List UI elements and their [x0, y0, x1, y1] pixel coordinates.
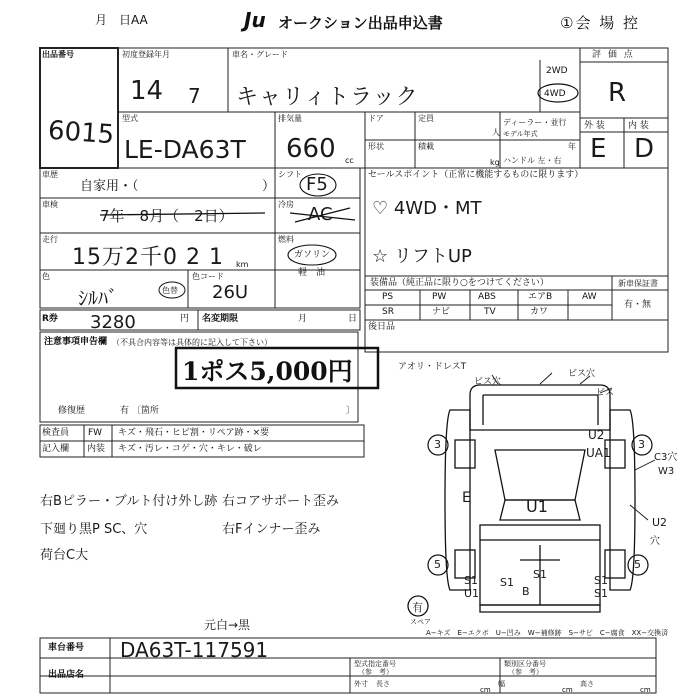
sales-points-label: セールスポイント（正常に機能するものに限ります）: [368, 170, 584, 180]
diag-u1-center: U1: [526, 497, 548, 516]
diag-e: E: [462, 490, 471, 506]
remark-right-1: 右コアサポート歪み: [222, 494, 340, 509]
equip-navi: ナビ: [432, 307, 451, 317]
name-expiry-day: 日: [348, 314, 358, 324]
history-value: 自家用・（: [80, 179, 139, 194]
diag-spare-label: スペア: [410, 618, 431, 626]
form-no-ref: （参 考）: [358, 668, 393, 676]
class-no-label: 類別区分番号: [504, 660, 546, 668]
diag-ua1: UA1: [586, 446, 611, 460]
cooler-value: AC: [308, 204, 333, 225]
capacity-label: 定員: [418, 114, 434, 123]
equip-aw: AW: [582, 292, 597, 302]
repair-value: 有 〔箇所: [120, 406, 159, 416]
displacement-unit: cc: [345, 156, 354, 165]
diag-w3: W3: [658, 466, 675, 477]
month-day-label: 月 日AA: [95, 13, 148, 27]
color-label: 色: [42, 272, 50, 281]
door-label: ドア: [368, 114, 384, 123]
equip-sr: SR: [382, 307, 394, 317]
displacement-label: 排気量: [278, 114, 302, 123]
first-reg-year: 14: [130, 76, 164, 106]
4wd-option: 4WD: [544, 89, 566, 99]
seller-label: 出品店名: [48, 670, 85, 680]
shift-value: F5: [306, 174, 328, 195]
model-year-unit: 年: [568, 142, 576, 151]
equip-airbag: エアB: [528, 292, 553, 302]
remark-3: 荷台C大: [40, 548, 89, 563]
warranty-label: 新車保証書: [618, 279, 658, 288]
displacement-value: 660: [286, 134, 336, 164]
price-stamp: 1ポス5,000円: [182, 357, 353, 386]
dims-width: 幅: [498, 680, 505, 688]
warranty-value: 有・無: [624, 300, 652, 310]
color-change-label: 色替: [162, 286, 178, 295]
recycle-value: 3280: [90, 312, 136, 333]
inspection-label: 車検: [42, 200, 58, 209]
color-code-label: 色コード: [192, 272, 224, 281]
color-code-value: 26U: [212, 282, 249, 303]
rating-label: 評 価 点: [592, 50, 635, 60]
shape-label: 形状: [368, 142, 384, 151]
car-name-value: キャリィトラック: [236, 85, 419, 110]
notes-label: 注意事項申告欄: [44, 337, 108, 347]
diag-ana: 穴: [650, 536, 660, 547]
form-title: オークション出品申込書: [278, 14, 443, 32]
repair-close: 〕: [346, 406, 356, 416]
chassis-label: 車台番号: [48, 643, 85, 653]
dims-label: 外寸: [354, 680, 368, 688]
diag-b: B: [522, 585, 530, 598]
diag-c5-right: 5: [634, 558, 641, 571]
exterior-label: 外 装: [584, 121, 605, 131]
rating-value: R: [608, 78, 627, 108]
diag-spare-yu: 有: [412, 601, 423, 614]
diag-top2: ビス穴: [474, 377, 502, 387]
sales-point-1: ♡ 4WD・MT: [372, 198, 482, 219]
original-color-note: 元白→黒: [204, 618, 251, 632]
model-value: LE-DA63T: [124, 135, 246, 164]
history-label: 車歴: [42, 170, 58, 179]
mileage-label: 走行: [42, 235, 58, 244]
diag-top3: ビス穴: [568, 369, 596, 379]
first-reg-month: 7: [188, 84, 201, 108]
remark-1: 右Bピラー・ブルト付け外し跡: [40, 494, 218, 509]
dealer-label: ディーラー・並行: [503, 118, 567, 127]
recycle-unit: 円: [180, 314, 190, 324]
sales-point-2: ☆ リフトUP: [372, 246, 472, 267]
shift-label: シフト: [278, 170, 302, 179]
dims-length: 長さ: [376, 680, 390, 688]
later-doc-label: 後日品: [368, 322, 396, 332]
model-label: 型式: [122, 114, 138, 123]
fuel-label: 燃料: [278, 235, 294, 244]
fuel-diesel: 軽 油: [298, 268, 326, 278]
record-label: 記入欄: [42, 444, 70, 454]
dims-height: 高さ: [580, 680, 594, 688]
dims-height-unit: cm: [640, 686, 651, 694]
exterior-value: E: [590, 134, 607, 164]
equipment-label: 装備品（純正品に限り○をつけてください）: [370, 278, 549, 288]
diag-s1b: S1: [500, 576, 514, 589]
mileage-value: 15万2千0 2 1: [72, 245, 224, 270]
lot-number-value: 6015: [47, 115, 116, 151]
dims-length-unit: cm: [480, 686, 491, 694]
remark-2: 下廻り黒P SC、穴: [40, 522, 148, 537]
record-interior: 内装: [87, 444, 106, 454]
class-no-ref: （参 考）: [508, 668, 543, 676]
diag-c3-left: 3: [434, 438, 441, 451]
recycle-label: R券: [42, 314, 58, 324]
equip-ps: PS: [382, 292, 394, 302]
diag-s1c: S1: [533, 568, 547, 581]
model-year-label: モデル年式: [503, 130, 538, 138]
equip-leather: カワ: [530, 307, 549, 317]
car-name-label: 車名・グレード: [232, 50, 288, 59]
handle-label: ハンドル 左・右: [503, 156, 562, 165]
chassis-value: DA63T-117591: [120, 638, 269, 662]
remark-right-2: 右Fインナー歪み: [222, 522, 321, 537]
diag-s1e: S1: [594, 587, 608, 600]
equip-pw: PW: [432, 292, 447, 302]
diag-s1d: S1: [594, 574, 608, 587]
diag-c3-right: 3: [638, 438, 645, 451]
ju-logo: Ju: [244, 8, 266, 32]
lot-number-label: 出品番号: [42, 50, 74, 59]
cooler-label: 冷房: [278, 200, 294, 209]
diag-top1: アオリ・ドレスT: [398, 362, 467, 372]
2wd-option: 2WD: [546, 66, 568, 76]
diag-s1a: S1: [464, 574, 478, 587]
equip-tv: TV: [484, 307, 496, 317]
repair-label: 修復歴: [58, 406, 86, 416]
diag-u1a: U1: [464, 587, 480, 600]
interior-value: D: [634, 134, 655, 164]
diag-c3: C3穴: [654, 452, 678, 463]
capacity-unit: 人: [492, 128, 500, 137]
dims-width-unit: cm: [562, 686, 573, 694]
mileage-unit: km: [236, 260, 249, 269]
diag-top4: ビス: [596, 388, 615, 398]
load-unit: kg: [490, 158, 500, 167]
venue-copy-label: ①会 場 控: [560, 14, 640, 32]
inspection-value: 7年 8月（ 2日）: [100, 207, 234, 225]
checker-label: 検査員: [42, 428, 70, 438]
damage-legend: A−キズ E−エクボ U−凹み W−補修跡 S−サビ C−腐食 XX−交換済: [426, 629, 669, 637]
first-reg-label: 初度登録年月: [122, 50, 170, 59]
color-value: ｼﾙﾊﾞ: [78, 286, 118, 310]
diag-c5-left: 5: [434, 558, 441, 571]
record-items: キズ・汚レ・コゲ・穴・キレ・破レ: [118, 444, 262, 454]
equip-abs: ABS: [478, 292, 496, 302]
checker-fw: FW: [88, 428, 103, 438]
history-close: ）: [262, 179, 276, 194]
diag-u2-low: U2: [652, 516, 668, 529]
form-no-label: 型式指定番号: [354, 660, 396, 668]
fuel-gasoline: ガソリン: [294, 250, 331, 260]
name-expiry-label: 名変期限: [202, 314, 239, 324]
load-label: 積載: [418, 142, 434, 151]
notes-sub: （不具合内容等は具体的に記入して下さい）: [112, 338, 272, 347]
checker-items: キズ・飛石・ヒビ割・リペア跡・×要: [118, 428, 270, 438]
name-expiry-month: 月: [298, 314, 308, 324]
diag-u2: U2: [588, 428, 605, 442]
interior-label: 内 装: [628, 121, 649, 131]
